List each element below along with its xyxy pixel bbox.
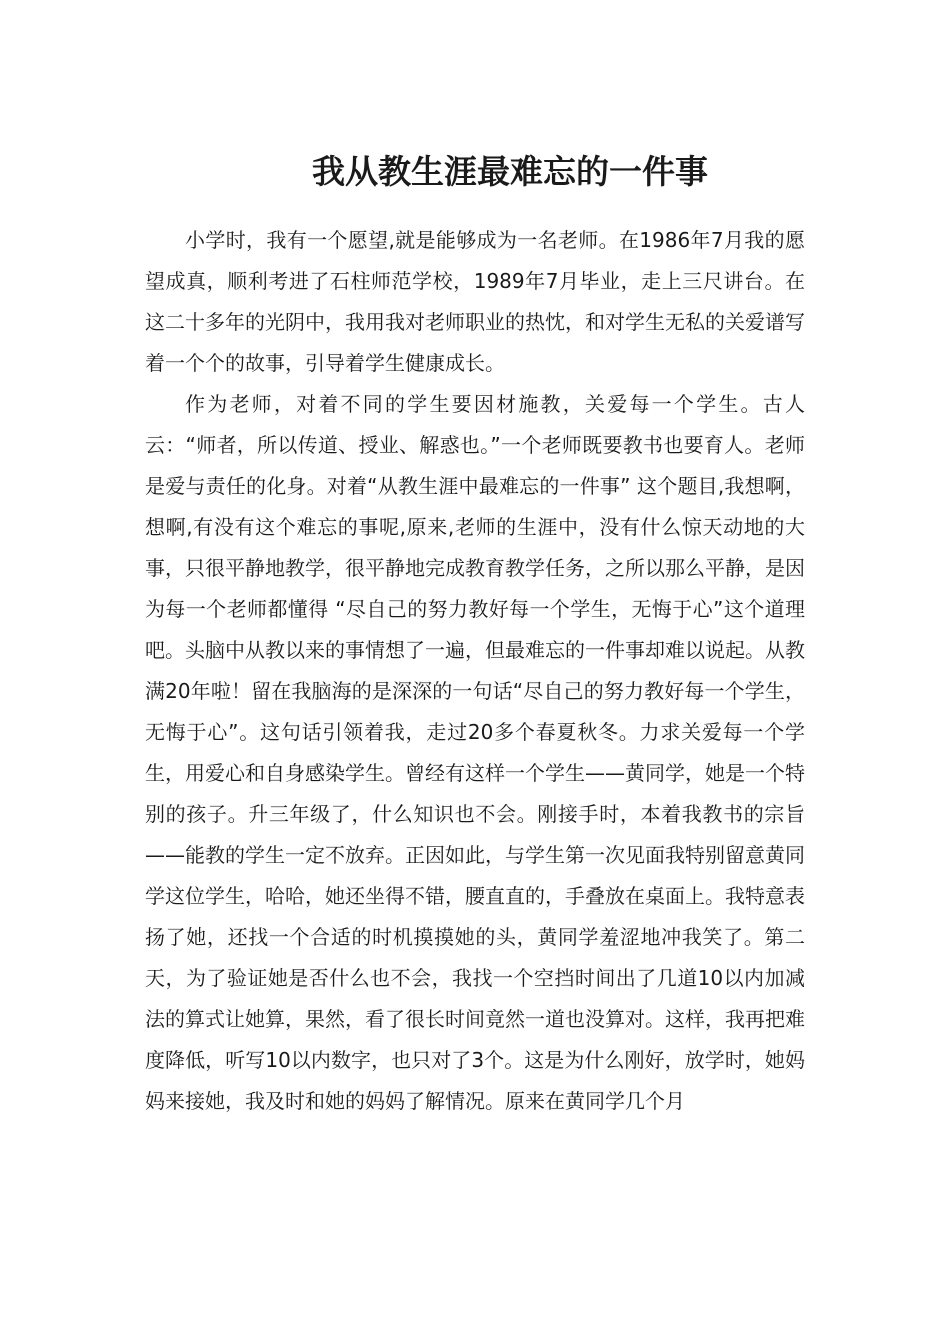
document-body [145,220,805,1122]
paragraph-2: 作为老师，对着不同的学生要因材施教，关爱每一个学生。古人云：“师者，所以传道、授业、解惑也。”一个老师既要教书也要育人。老师是爱与责任的化身。对着“从教生涯中最难忘的一件事” 这个题目,我想啊，想啊,有没有这个难忘的事呢,原来,老师的生涯中，没有什么惊天动地的大事，只很平静地教学，很平静地完成教育教学任务，之所以那么平静，是因为每一个老师都懂得 “尽自己的努力教好每一个学生，无悔于心”这个道理吧。头脑中从教以来的事情想了一遍，但最难忘的一件事却难以说起。从教满20年啦！留在我脑海的是深深的一句话“尽自己的努力教好每一个学生，无悔于心”。这句话引领着我，走过20多个春夏秋冬。力求关爱每一个学生，用爱心和自身感染学生。曾经有这样一个学生——黄同学，她是一个特别的孩子。升三年级了，什么知识也不会。刚接手时，本着我教书的宗旨——能教的学生一定不放弃。正因如此，与学生第一次见面我特别留意黄同学这位学生，哈哈，她还坐得不错，腰直直的，手叠放在桌面上。我特意表扬了她，还找一个合适的时机摸摸她的头，黄同学羞涩地冲我笑了。第二天，为了验证她是否什么也不会，我找一个空挡时间出了几道10以内加减法的算式让她算，果然，看了很长时间竟然一道也没算对。这样，我再把难度降低，听写10以内数字，也只对了3个。这是为什么刚好，放学时，她妈妈来接她，我及时和她的妈妈了解情况。原来在黄同学几个月 [145,392,805,1113]
paragraph-1: 小学时，我有一个愿望,就是能够成为一名老师。在1986年7月我的愿望成真，顺利考进了石柱师范学校，1989年7月毕业，走上三尺讲台。在这二十多年的光阴中，我用我对老师职业的热忱，和对学生无私的关爱谱写着一个个的故事，引导着学生健康成长。 [145,228,805,375]
document-title: 我从教生涯最难忘的一件事 [312,152,708,192]
